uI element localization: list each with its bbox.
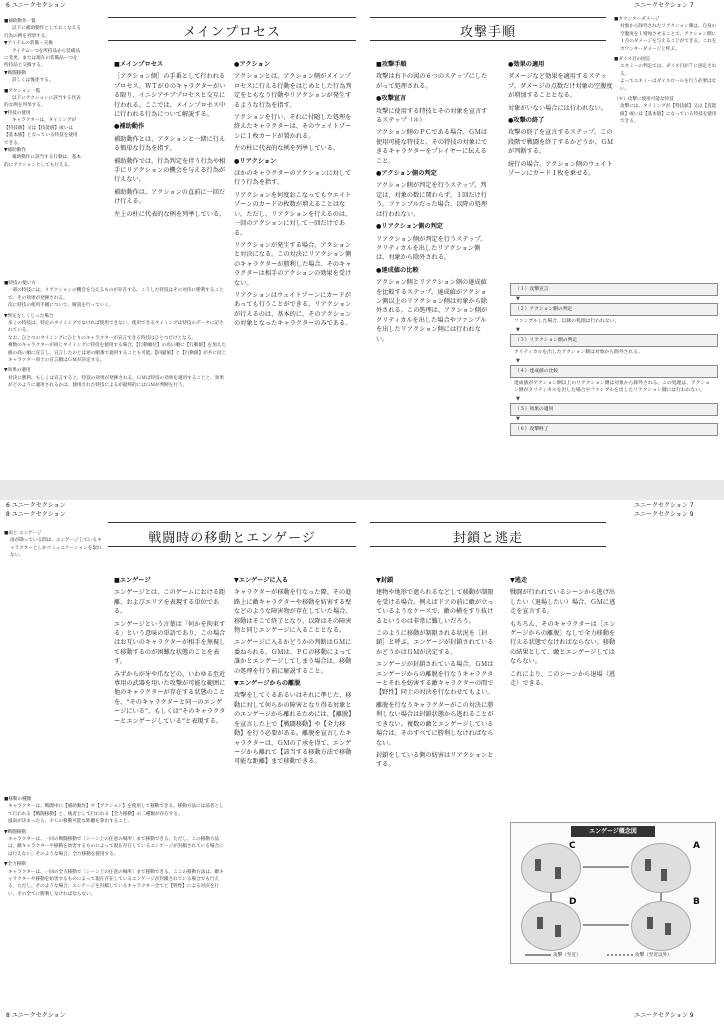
flow-step-desc: クリティカルを出したアクション側は対象から除外される。: [514, 350, 643, 355]
text-column-1: [114, 574, 226, 729]
flow-step-end: （６）攻撃終了: [510, 423, 718, 436]
title-rule-bottom: [108, 546, 356, 547]
paragraph: アクション側のＰＣである場合、ＧＭは使用可能な特技と、その特技の対象にできるキャラクターをプレイヤーに伝えること。: [376, 129, 488, 165]
margin-note: ■補助動作一覧: [4, 19, 36, 24]
text-column-2: [510, 574, 618, 691]
paragraph: エンゲージとは、このゲームにおける距離、およびエリアを表現する単位である。: [114, 589, 226, 616]
paragraph: ダメージなど効果を適用するステップ。ダメージの点数だけ対象の空腹度が増加することとなる。: [508, 73, 613, 100]
margin-note: 【基本値】となっている特技を使用: [4, 133, 78, 139]
page-footer: ユニークセクション 9: [634, 1012, 694, 1019]
paragraph: エンゲージに入るかどうかの判断はＧＭに委ねられる。ＧＭは、ＰＣの移動によって誰かとエンゲージしてしまう場合は、移動の処理を行う前に解説すること。: [234, 639, 352, 675]
margin-note: （＊）攻撃に使用可能な特技: [614, 97, 674, 103]
paragraph: 封鎖をしている側の妨害はリアクションとする。: [376, 751, 494, 769]
margin-note: キャラクターは、一回の戦闘移動で［シーン上の任意の場所］まで移動できる。ただし、この移動方法は、敵キャラクターや移動を妨害するものによって現在存在しているエンゲージが封鎖されている場合には行えない。そのような場合、全力移動を使用する。: [8, 837, 224, 857]
section-heading: ●攻撃宣言: [376, 95, 407, 103]
section-title: 攻撃手順: [459, 25, 516, 40]
section-title: 戦闘時の移動とエンゲージ: [148, 531, 316, 546]
paragraph: アクションとは、アクション側がメインプロセスに行える行動をはじめとした行為判定をともなう行動やリアクションが発生するような行為を指す。: [234, 73, 352, 109]
paragraph: 攻撃をしてくるあるいはそれに準じた、移動に対して何らかの障害となり得る対象とのエンゲージから離れるためには、【離脱】を宣言した上で【戦闘移動】や【全力移動】を行う必要がある。離脱を宣言したキャラクターは、ＧＭの了承を得て、エンゲージから離れて【該当する移動方法で移動可能な距離】まで移動できる。: [234, 692, 352, 766]
paragraph: 離脱を行なうキャラクターがこの対決に勝利しない場合は封鎖状態から逃れることができない。複数の敵とエンゲージしている場合は、そのすべてに勝利しなければならない。: [376, 701, 494, 747]
title-rule-top: [370, 522, 606, 523]
section-heading: ■メインプロセス: [114, 61, 164, 68]
margin-note: アイテムーつを所持品から装備品: [12, 48, 81, 54]
title-rule-bottom: [108, 40, 356, 41]
margin-note: ■移動の種類: [4, 797, 32, 802]
paragraph: アクション側が判定を行うステップ。判定は、対象の数に関わらず、１回だけ行う。ファンブルだった場合、以降の処理は行われない。: [376, 182, 488, 218]
margin-note: 攻撃には、タイミングが【特技値】又は【技能値】或いは【基本値】になっている特技を使用できる。: [620, 104, 717, 125]
paragraph: リアクションを何度おこなってもウエイトゾーンのカードの枚数が増えることはない。ただし、リアクションを行えるのは、一回のアクションに対して一回だけである。: [234, 191, 352, 237]
margin-note: 【特技値】又は【技能値】或いは: [4, 125, 73, 131]
margin-note: 対決に勝利、もしくは宣言すると、特技の効果が発揮される。ＧＭは特技の効果を適用することと、効果がどのように適用されるかは、使用された特技によるが最終的にはＧＭが判断を行う。: [8, 375, 224, 389]
margin-note: 複数のキャラクターが同じタイミングに特技を使用する場合、【行動順位】の高い順に【行動値】を加えた値の高い順に宣言し、宣言したのとは逆の順番で適用することも可能。【回避値】と【行動値】が共に同じキャラクター同士の宣言順はＧＭが決定する。: [8, 343, 227, 364]
flow-arrow: ▼: [516, 327, 520, 333]
section-heading: ●補助動作: [114, 123, 145, 131]
margin-note: 雨が降っている間は、エンゲージしているキャラクターとしかコミュニケーションを取れない。: [10, 538, 102, 559]
section-heading: ●達成値の比較: [376, 266, 419, 274]
margin-note: なお、ひとつのタイミングにひとりのキャラクターが宣言できる特技はひとつだけとなる。: [8, 335, 196, 341]
paragraph: リアクション側が判定を行うステップ。クリティカルを出したリアクション側は、対象から除外される。: [376, 235, 487, 262]
section-title: メインプロセス: [183, 25, 281, 40]
paragraph: キャラクターが移動を行なった際、その進路上に敵キャラクターや移動を妨害する壁などのような障害物が存在していた場合、移動はそこで終了となり、以降はその障害物と同じエンゲージに入ることとなる。: [234, 589, 352, 635]
paragraph: もちろん、そのキャラクターは［エンゲージからの離脱］なしで全力移動を行える状態でなければならない。移動の結果として、敵とエンゲージしてはならない。: [510, 620, 616, 666]
margin-note: ▼アイテムの装備・交換: [4, 41, 53, 47]
margin-note: ▼判定をしくじった場合: [4, 313, 54, 319]
margin-note: 次に特技の使用手順について、解説を行っていく。: [8, 303, 114, 309]
margin-note: キャラクターは、タイミングが: [12, 118, 77, 124]
page-header: 6 ユニークセクション: [6, 2, 66, 9]
section-heading: ●効果の適用: [508, 61, 545, 68]
margin-note: 的にアクションとしても行える。: [4, 162, 73, 168]
section-heading: ▼逃走: [510, 577, 528, 584]
section-heading: ▼エンゲージからの離脱: [234, 680, 301, 688]
margin-note: ■雨と エンゲージ: [4, 531, 42, 536]
text-column-2: [234, 574, 352, 770]
page-header: ユニークセクション 7: [634, 502, 694, 509]
paragraph: 攻撃に使用する特技とその対象を宣言するステップ（＊）: [376, 107, 488, 125]
paragraph: このように移動が制限される状況を［封鎖］と呼ぶ。エンゲージが封鎖されているかどうかはＧＭが決定する。: [376, 630, 494, 656]
section-title: 封鎖と逃走: [452, 531, 523, 546]
paragraph: ［アクション側］の手番として行われるプロセス。ＷＴが０のキャラクターがいる限り、イニシアチブプロセスと交互に行われる。ここでは、メインプロセス中に行われる行為について解説する。: [114, 73, 226, 119]
section-heading: ●アクション側の判定: [376, 170, 437, 178]
paragraph: 攻撃の終了を宣言するステップ。この段階で戦闘を終了するかどうか、ＧＭが判断する。: [508, 129, 614, 156]
margin-note: ▼特技の使用: [4, 110, 31, 116]
paragraph: リアクションはウェイトゾーンにカードがあっても行うことができる。リアクションが行えるのは、基本的に、そのアクションの対象となったキャラクターのみである。: [234, 291, 352, 328]
paragraph: アクションを行い、それに付随した処理を終えたキャラクターは、そのウェイトゾーンに１枚カードが置かれる。: [234, 114, 352, 140]
attack-flowchart: [510, 283, 718, 436]
margin-note: 所持品と交換する。: [4, 63, 46, 69]
diagram-figures: [511, 823, 715, 963]
text-column-1: [114, 58, 226, 222]
paragraph: 補助動作とは、アクションと一緒に行える簡単な行為を指す。: [114, 135, 226, 153]
paragraph: 攻撃は右下の図の６つのステップにしたがって処理される。: [376, 73, 488, 90]
margin-note: 詳しくは後述する。: [12, 78, 54, 84]
title-rule-bottom: [370, 40, 606, 41]
margin-note: 一部の特技には、リアクションの機会を与えるものが存在する。こうした特技はその対決に勝利することで、その効果が発揮される。: [8, 288, 224, 301]
paragraph: リアクションが発生する場合、アクションと対決になる。この対決にリアクション側のキャラクターが勝利した場合、そのキャラクターは相手のアクションの効果を受けない。: [234, 241, 352, 287]
quadrant-label: D: [569, 897, 577, 907]
paragraph: アクション側とリアクション側の達成値を比較するステップ。達成値がアクション側以上のリアクション側は対象から除外される。この処理は、アクション側がクリティカルを出した場合やファンブルを出したリアクション側には行われない。: [376, 279, 488, 343]
margin-note: 対象から除外されたリアクション側は、自身の空腹度を１増加させることで、アクション側に１点のダメージを与えることができる。これをカウンターダメージと呼ぶ。: [620, 24, 717, 52]
section-heading: ●アクション: [234, 61, 271, 68]
page-7-top: [362, 0, 724, 480]
text-column-1: [376, 58, 492, 347]
section-heading: ▼封鎖: [376, 577, 394, 584]
flow-step-apply: （５）効果の適用: [510, 403, 718, 416]
margin-notes: [4, 18, 114, 169]
flow-step-desc: ファンブルした場合、以降の処理は行われない。: [514, 319, 620, 324]
paragraph: 補助動作は、アクションの直前に一回だけ行える。: [114, 188, 226, 206]
margin-note: ▼戦闘移動: [4, 829, 26, 835]
page-8-bottom: [0, 500, 362, 1024]
diagram-title: エンゲージ概念図: [571, 826, 655, 837]
text-column-2: [234, 58, 352, 332]
margin-note: キャラクターは、一回の全力移動で［シーン上の任意の場所］まで移動できる。ここの移動方法は、敵キャラクターや移動を妨害するものによって現在存在しているエンゲージが封鎖されている場合でも行える。ただし、そのような場合、エンゲージを封鎖しているキャラクター全てと【野性】による対決を行い、その全てに勝利しなければならない。: [8, 869, 224, 897]
flow-step-reaction-check: （３）リアクション側の判定: [510, 334, 718, 347]
flow-step-action-check: （２）アクション側の判定: [510, 303, 718, 316]
margin-note: ▼効果の適用: [4, 368, 31, 374]
section-heading: ■攻撃手順: [376, 61, 407, 68]
margin-note: キャラクターは、戦闘中に【補助動作】や【アクション】を使用して移動できる。移動方法には前者として行われる【戦闘移動】と、後者として行われる【全力移動】の二種類が存在する。: [8, 804, 224, 817]
paragraph: 戦闘が行われているシーンから逃げ出したい（退場したい）場合、ＧＭに逃走を宣言する。: [510, 589, 616, 616]
title-rule-top: [108, 17, 356, 18]
margin-notes: [4, 530, 106, 560]
flow-step-compare: （４）達成値の比較: [510, 365, 718, 378]
margin-note: ▼補助動作: [4, 147, 26, 153]
paragraph: 対象がいない場合には行われない。: [508, 104, 607, 112]
margin-note: ■ダイス目の固定: [614, 57, 651, 63]
margin-note: ■特技の使い方: [4, 281, 36, 286]
margin-notes-bottom: [4, 796, 228, 898]
paragraph: ほかのキャラクターのアクションに対して行う行為を指す。: [234, 170, 352, 187]
margin-notes: [614, 16, 718, 126]
flow-arrow: ▼: [516, 358, 520, 364]
section-heading: ●リアクション: [234, 157, 277, 165]
section-heading: ▼エンゲージに入る: [234, 577, 289, 584]
paragraph: 左上の柱に代表的な例を列挙している。: [114, 210, 226, 218]
margin-note: できる。: [4, 140, 23, 146]
page-footer: 8 ユニークセクション: [6, 1012, 66, 1019]
margin-note: 以下にアクションに該当する代表: [12, 96, 81, 102]
margin-note: 的な例を列挙する。: [4, 103, 46, 109]
margin-notes-bottom: [4, 280, 228, 390]
margin-note: エネミーの判定では、ダイス目が７に固定される。: [620, 64, 717, 77]
margin-note: 多くの特技は、特定のタイミングでなければ使用できない。使用できるタイミングは特技のデータに記されている。: [8, 321, 224, 334]
quadrant-label: B: [693, 897, 700, 907]
margin-note: よってエネミーはダイスロールを行う必要はない。: [620, 79, 717, 92]
title-rule-top: [108, 522, 356, 523]
paragraph: 建物や地形で遮られるなどして移動が制限を受ける場合。例えばドアの前に敵が立っているようなケースで、敵の横をすり抜けるというのは非常に難しいだろう。: [376, 589, 494, 625]
quadrant-label: A: [693, 841, 700, 851]
paragraph: 左の柱に代表的な例を列挙している。: [234, 145, 340, 153]
page-9-bottom: [362, 500, 724, 1024]
margin-note: ▼全力移動: [4, 862, 26, 868]
margin-note: 以下に補助動作としておこなえる: [12, 26, 81, 32]
page-header: 8 ユニークセクション: [6, 511, 66, 518]
paragraph: エンゲージが封鎖されている場合、ＧＭはエンゲージからの離脱を行なうキャラクターとそれを妨害する敵キャラクターの間で【野性】同士の対決を行なわせてもよい。: [376, 661, 494, 697]
legend-ranged-attack: 攻撃（至近以外）: [635, 953, 672, 958]
page-header: ユニークセクション 7: [634, 2, 694, 9]
flow-arrow: ▼: [516, 416, 520, 422]
margin-note: に変更、または現在の装備品ーつを: [4, 56, 78, 62]
paragraph: みずからが牙や爪などの、いわゆる至近専用の武器を用いた攻撃が可能な範囲に他のキャラクターが存在する状態のことを、“そのキャラクターと同一のエンゲージにいる”、もしくは“そのキャラクターとエンゲージしている”と表現する。: [114, 670, 226, 725]
legend-melee-attack: 攻撃（至近）: [553, 953, 581, 958]
margin-note: ■カウンターダメージ: [614, 17, 660, 22]
page-header: 6 ユニークセクション: [6, 502, 66, 509]
paragraph: 続行の場合、アクション側のウェイトゾーンにカード１枚を乗せる。: [508, 160, 613, 178]
margin-note: 行為の例を列挙する。: [4, 33, 50, 39]
paragraph: エンゲージという言葉は「何かを拘束する」という意味の単語であり、この場合はお互いのキャラクターが相手を無視して移動するのが困難な状態のことを表す。: [114, 620, 226, 666]
margin-note: ▼戦闘移動: [4, 70, 26, 76]
paragraph: これにより、このシーンから退場（逃走）できる。: [510, 670, 616, 688]
margin-note: 補助動作に該当する行動は、基本: [12, 155, 81, 161]
margin-note: 風雨が決まったら、ＰＣの移動可能な距離を算出すること。: [8, 819, 133, 825]
engage-concept-diagram: [510, 822, 716, 964]
flow-step-declare: （１）攻撃宣言: [510, 283, 718, 296]
section-heading: ●リアクション側の判定: [376, 223, 443, 231]
title-rule-top: [370, 17, 606, 18]
page-6-top: [0, 0, 362, 480]
title-rule-bottom: [370, 546, 606, 547]
flow-arrow: ▼: [516, 296, 520, 302]
paragraph: 補助動作では、行為判定を伴う行為や相手にリアクションの機会を与える行為が行えない。: [114, 157, 226, 184]
section-heading: ●攻撃の終了: [508, 117, 545, 125]
page-header: ユニークセクション 9: [634, 511, 694, 518]
flow-arrow: ▼: [516, 396, 520, 402]
section-heading: ■エンゲージ: [114, 577, 151, 584]
quadrant-label: C: [569, 841, 576, 851]
text-column-1: [376, 574, 494, 773]
flow-step-desc: 達成値がアクション側以上のリアクション側は対象から除外される。この処理は、アクション側がクリティカルを出した場合やファンブルを出したリアクション側には行われない。: [514, 381, 710, 393]
margin-note: ■アクション一覧: [4, 88, 41, 94]
text-column-2: [508, 58, 614, 181]
